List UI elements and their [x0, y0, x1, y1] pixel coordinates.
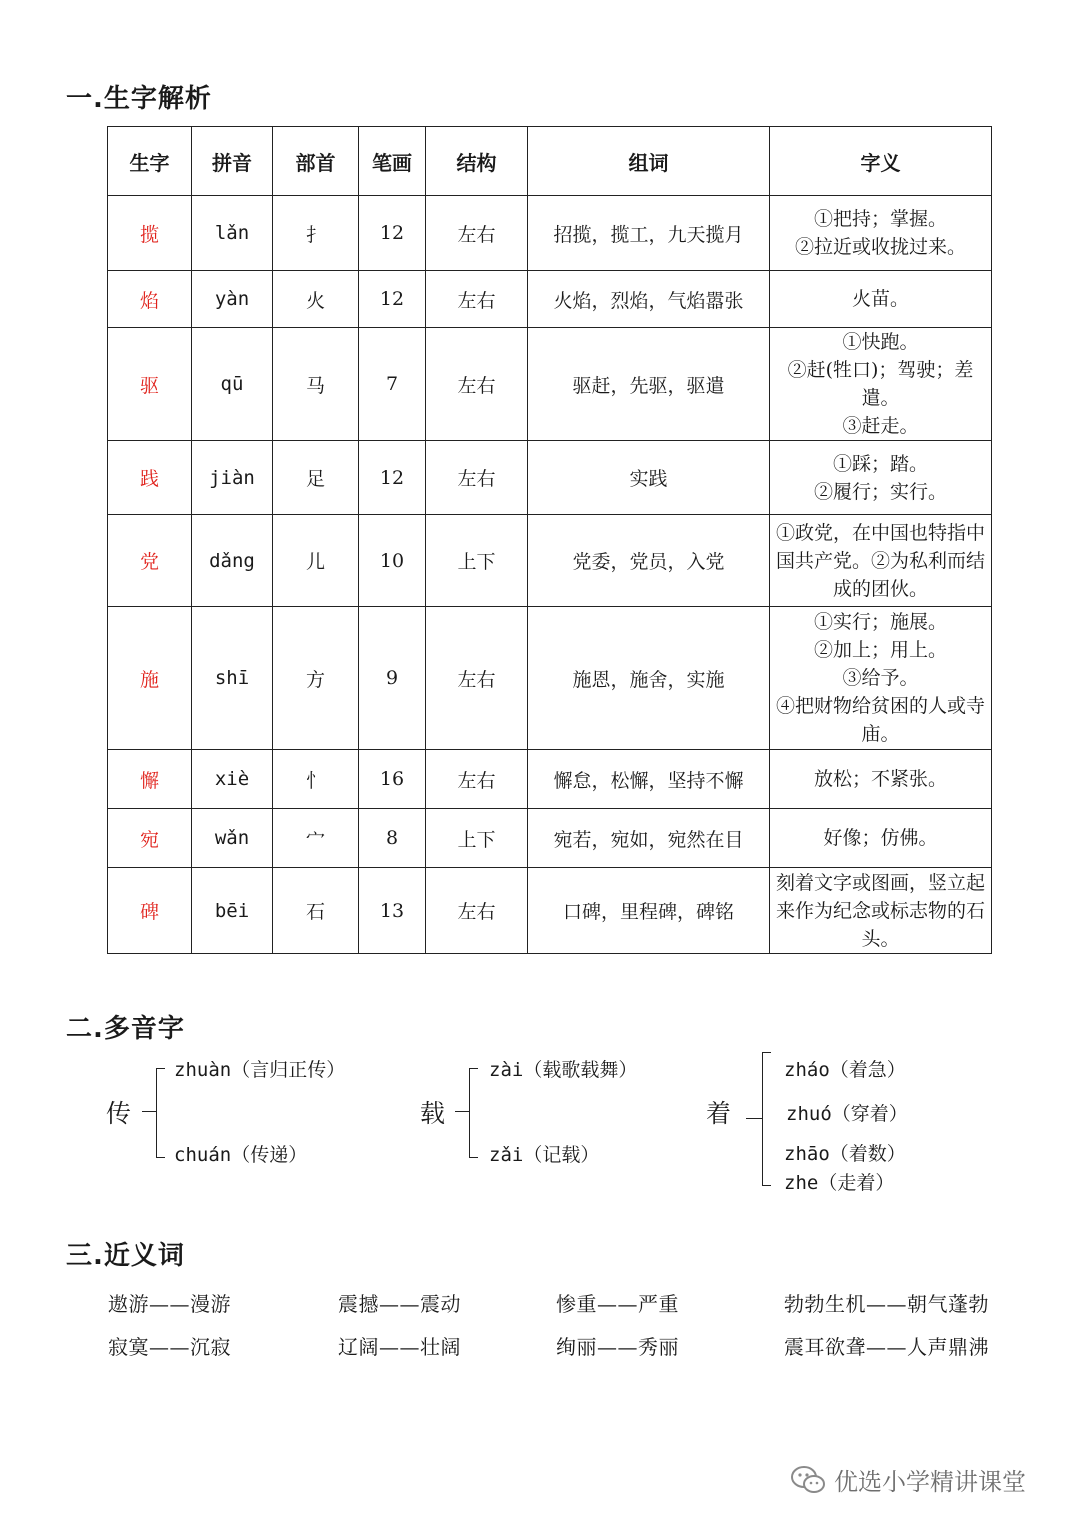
radical-cell: 火	[273, 271, 359, 328]
meaning-cell: 刻着文字或图画，竖立起来作为纪念或标志物的石头。	[770, 868, 992, 954]
char-cell: 党	[108, 515, 192, 607]
pinyin-cell: wǎn	[192, 809, 273, 868]
char-cell: 驱	[108, 328, 192, 441]
reading-item: zǎi（记载）	[489, 1144, 600, 1166]
synonym-pair: 遨游——漫游	[108, 1292, 231, 1316]
structure-cell: 上下	[426, 515, 528, 607]
words-cell: 驱赶，先驱，驱遣	[528, 328, 770, 441]
table-row	[108, 328, 992, 441]
header-words: 组词	[528, 127, 770, 196]
radical-cell: 足	[273, 441, 359, 515]
meaning-cell: 好像；仿佛。	[770, 809, 992, 868]
synonym-pair: 震撼——震动	[338, 1292, 461, 1316]
radical-cell: 扌	[273, 196, 359, 271]
meaning-cell: ①实行；施展。 ②加上；用上。 ③给予。 ④把财物给贫困的人或寺庙。	[770, 607, 992, 750]
words-cell: 懈怠，松懈，坚持不懈	[528, 750, 770, 809]
table-row	[108, 271, 992, 328]
table-row	[108, 868, 992, 954]
table-header-row	[108, 127, 992, 196]
strokes-cell: 12	[359, 271, 426, 328]
strokes-cell: 16	[359, 750, 426, 809]
brace-tick	[746, 1118, 762, 1119]
wechat-icon	[790, 1465, 826, 1495]
header-radical: 部首	[273, 127, 359, 196]
structure-cell: 左右	[426, 607, 528, 750]
words-cell: 宛若，宛如，宛然在目	[528, 809, 770, 868]
brace	[156, 1068, 165, 1158]
strokes-cell: 12	[359, 196, 426, 271]
brace	[762, 1052, 771, 1186]
words-cell: 口碑，里程碑，碑铭	[528, 868, 770, 954]
reading-item: zhuàn（言归正传）	[174, 1059, 346, 1081]
structure-cell: 左右	[426, 196, 528, 271]
header-pinyin: 拼音	[192, 127, 273, 196]
words-cell: 施恩，施舍，实施	[528, 607, 770, 750]
meaning-cell: ①踩；踏。 ②履行；实行。	[770, 441, 992, 515]
radical-cell: 儿	[273, 515, 359, 607]
structure-cell: 左右	[426, 868, 528, 954]
strokes-cell: 12	[359, 441, 426, 515]
synonym-pair: 震耳欲聋——人声鼎沸	[784, 1335, 989, 1359]
words-cell: 招揽，揽工，九天揽月	[528, 196, 770, 271]
brace-tick	[142, 1111, 156, 1112]
radical-cell: 忄	[273, 750, 359, 809]
table-row	[108, 441, 992, 515]
meaning-cell: ①把持；掌握。 ②拉近或收拢过来。	[770, 196, 992, 271]
radical-cell: 石	[273, 868, 359, 954]
pinyin-cell: yàn	[192, 271, 273, 328]
meaning-cell: ①快跑。 ②赶(牲口)；驾驶；差遣。 ③赶走。	[770, 328, 992, 441]
pinyin-cell: lǎn	[192, 196, 273, 271]
brace	[469, 1068, 478, 1158]
watermark	[790, 1462, 1026, 1497]
char-cell: 碑	[108, 868, 192, 954]
char-cell: 焰	[108, 271, 192, 328]
char-cell: 懈	[108, 750, 192, 809]
meaning-cell: 火苗。	[770, 271, 992, 328]
header-strokes: 笔画	[359, 127, 426, 196]
strokes-cell: 8	[359, 809, 426, 868]
pinyin-cell: qū	[192, 328, 273, 441]
char-cell: 宛	[108, 809, 192, 868]
section-title-characters: 一.生字解析	[66, 84, 212, 114]
synonym-pair: 寂寞——沉寂	[108, 1335, 231, 1359]
pinyin-cell: bēi	[192, 868, 273, 954]
section-title-polyphones: 二.多音字	[66, 1014, 185, 1044]
structure-cell: 上下	[426, 809, 528, 868]
pinyin-cell: jiàn	[192, 441, 273, 515]
pinyin-cell: xiè	[192, 750, 273, 809]
synonym-pair: 辽阔——壮阔	[338, 1335, 461, 1359]
polyphone-char: 传	[106, 1099, 132, 1128]
reading-item: zhuó（穿着）	[786, 1103, 908, 1125]
section-title-synonyms: 三.近义词	[66, 1241, 185, 1271]
polyphone-char: 载	[420, 1099, 446, 1128]
radical-cell: 宀	[273, 809, 359, 868]
radical-cell: 马	[273, 328, 359, 441]
reading-item: chuán（传递）	[174, 1144, 308, 1166]
char-cell: 践	[108, 441, 192, 515]
header-char: 生字	[108, 127, 192, 196]
structure-cell: 左右	[426, 328, 528, 441]
strokes-cell: 13	[359, 868, 426, 954]
strokes-cell: 7	[359, 328, 426, 441]
header-structure: 结构	[426, 127, 528, 196]
synonym-pair: 勃勃生机——朝气蓬勃	[784, 1292, 989, 1316]
synonym-pair: 惨重——严重	[556, 1292, 679, 1316]
words-cell: 火焰，烈焰，气焰嚣张	[528, 271, 770, 328]
polyphone-char: 着	[706, 1099, 732, 1128]
reading-item: zhe（走着）	[784, 1172, 895, 1194]
reading-item: zài（载歌载舞）	[489, 1059, 638, 1081]
table-row	[108, 750, 992, 809]
strokes-cell: 10	[359, 515, 426, 607]
character-table	[107, 126, 992, 954]
meaning-cell: ①政党，在中国也特指中国共产党。②为私利而结成的团伙。	[770, 515, 992, 607]
table-row	[108, 809, 992, 868]
header-meaning: 字义	[770, 127, 992, 196]
meaning-cell: 放松；不紧张。	[770, 750, 992, 809]
strokes-cell: 9	[359, 607, 426, 750]
radical-cell: 方	[273, 607, 359, 750]
words-cell: 实践	[528, 441, 770, 515]
brace-tick	[455, 1111, 469, 1112]
char-cell: 揽	[108, 196, 192, 271]
table-row	[108, 196, 992, 271]
synonym-pair: 绚丽——秀丽	[556, 1335, 679, 1359]
char-cell: 施	[108, 607, 192, 750]
table-row	[108, 515, 992, 607]
pinyin-cell: shī	[192, 607, 273, 750]
words-cell: 党委，党员，入党	[528, 515, 770, 607]
table-row	[108, 607, 992, 750]
structure-cell: 左右	[426, 271, 528, 328]
structure-cell: 左右	[426, 750, 528, 809]
reading-item: zhāo（着数）	[784, 1143, 906, 1165]
structure-cell: 左右	[426, 441, 528, 515]
watermark-text: 优选小学精讲课堂	[834, 1468, 1026, 1496]
reading-item: zháo（着急）	[784, 1059, 906, 1081]
pinyin-cell: dǎng	[192, 515, 273, 607]
